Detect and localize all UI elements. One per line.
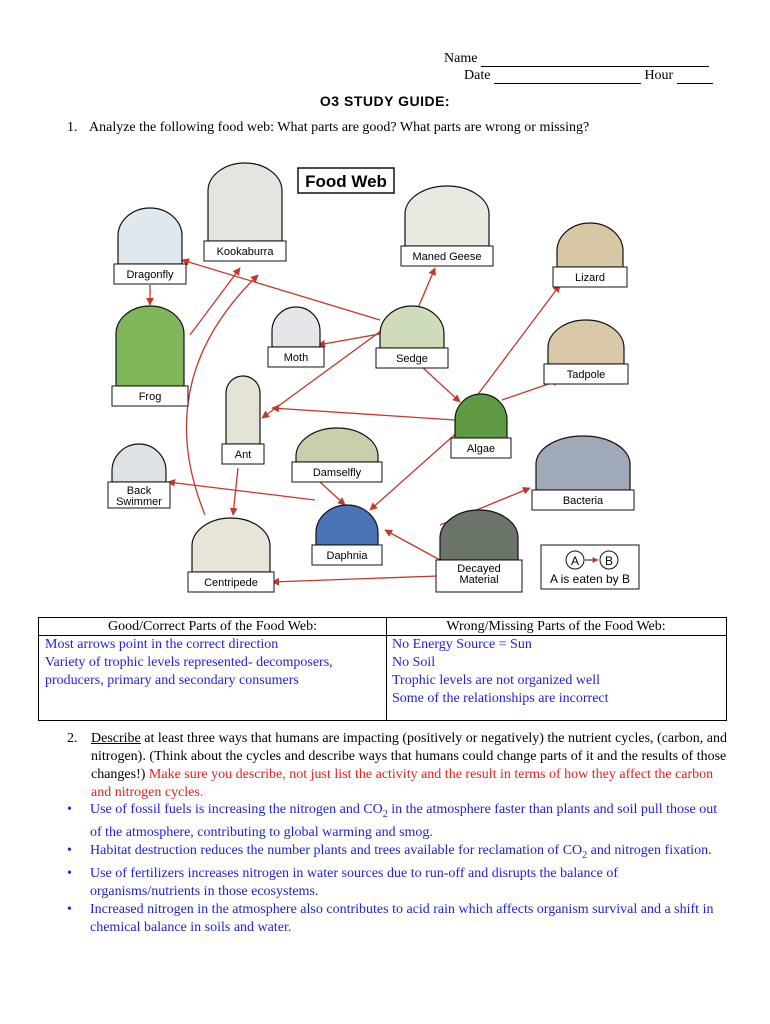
organism-picture xyxy=(557,223,623,267)
good-item-2: Variety of trophic levels represented- decomposers, xyxy=(45,655,333,670)
arrow-algae-ant xyxy=(272,408,455,420)
wrong-header: Wrong/Missing Parts of the Food Web: xyxy=(386,618,726,636)
organism-picture xyxy=(208,163,282,241)
organism-label: Moth xyxy=(283,352,309,364)
organism-card xyxy=(376,306,448,368)
good-column xyxy=(39,618,387,720)
organism-label: Damselfly xyxy=(312,467,362,479)
arrow-sedge-moth xyxy=(318,333,385,345)
question-2 xyxy=(67,730,727,802)
organism-label: Sedge xyxy=(396,353,428,365)
organism-label: Ant xyxy=(234,449,252,461)
organism-label: Maned Geese xyxy=(412,251,482,263)
organism-picture xyxy=(405,186,489,246)
question-2-text: at least three ways that humans are impacting (positively or negatively) the nutrient cycles, (carbon, and nitrogen). (Think about the cycles and describe ways that humans could change parts of it and the results of those changes!) xyxy=(91,731,728,782)
organism-label: Decayed Material xyxy=(457,563,501,586)
organism-card xyxy=(292,428,382,482)
organism-picture xyxy=(316,505,378,545)
organism-picture xyxy=(440,510,518,560)
question-2-number: 2. xyxy=(67,731,78,746)
organism-picture xyxy=(296,428,378,462)
arrow-damselfly-daphnia xyxy=(320,482,345,505)
answer-item-1: • Use of fossil fuels is increasing the nitrogen and $CO_2$ in the atmosphere faster than plants and soil pull those out of the atmosphere, contributing to global warming and smog. xyxy=(67,802,718,840)
organism-card xyxy=(268,307,324,367)
organism-label: Frog xyxy=(138,391,162,403)
question-2-describe: Describe xyxy=(91,731,141,746)
food-web-title-box xyxy=(298,168,394,193)
organism-picture xyxy=(380,306,444,348)
organism-picture xyxy=(548,320,624,364)
organism-label: Centripede xyxy=(204,577,258,589)
organism-card xyxy=(436,510,522,592)
name-label: Name xyxy=(444,51,478,66)
analysis-table xyxy=(38,617,727,721)
organism-picture xyxy=(116,306,184,386)
organism-label: Dragonfly xyxy=(126,269,174,281)
legend-box xyxy=(541,545,639,589)
legend-node-a: A xyxy=(570,554,580,568)
organism-picture xyxy=(536,436,630,490)
organism-card xyxy=(544,320,628,384)
organism-picture xyxy=(272,307,320,347)
organism-card xyxy=(108,444,170,508)
organism-card xyxy=(553,223,627,287)
organism-label: Back Swimmer xyxy=(116,485,162,508)
date-label: Date xyxy=(464,68,491,83)
wrong-item-1: No Energy Source = Sun xyxy=(392,637,532,652)
hour-label: Hour xyxy=(644,68,674,83)
organism-picture xyxy=(455,394,507,438)
arrow-decayed-centripede xyxy=(272,576,438,582)
organism-picture xyxy=(192,518,270,572)
organism-card xyxy=(204,163,286,261)
organism-card xyxy=(188,518,274,592)
arrow-sedge-algae xyxy=(420,365,460,402)
answer-item-3: • Use of fertilizers increases nitrogen in water sources due to run-off and disrupts the balance of organisms/nutrients in those ecosystems. xyxy=(67,865,619,899)
arrow-sedge-geese xyxy=(418,268,435,308)
wrong-column xyxy=(386,618,726,720)
wrong-item-4: Some of the relationships are incorrect xyxy=(392,691,609,706)
answer-list xyxy=(64,801,727,937)
organism-label: Daphnia xyxy=(326,550,368,562)
food-web-title: Food Web xyxy=(305,172,387,191)
organism-label: Lizard xyxy=(575,272,605,284)
organism-card xyxy=(112,306,188,406)
organism-card xyxy=(222,376,264,464)
question-2-instruction: Make sure you describe, not just list the activity and the result in terms of how they affect the carbon and nitrogen cycles. xyxy=(91,767,714,800)
good-header: Good/Correct Parts of the Food Web: xyxy=(39,618,386,636)
organism-picture xyxy=(112,444,166,482)
answer-item-2: • Habitat destruction reduces the number plants and trees available for reclamation of $CO_2$ and nitrogen fixation. xyxy=(67,842,712,861)
organism-card xyxy=(401,186,493,266)
arrow-algae-daphnia xyxy=(370,430,460,510)
wrong-item-2: No Soil xyxy=(392,655,436,670)
organism-picture xyxy=(118,208,182,264)
arrow-decayed-daphnia xyxy=(385,530,440,560)
organism-label: Tadpole xyxy=(566,369,606,381)
arrow-sedge-dragonfly xyxy=(182,260,380,320)
good-item-1: Most arrows point in the correct direction xyxy=(45,637,279,652)
answer-item-4: • Increased nitrogen in the atmosphere also contributes to acid rain which affects organism survival and a shift in chemical balance in soils and water. xyxy=(67,901,714,935)
organism-label: Kookaburra xyxy=(216,246,274,258)
legend-node-b: B xyxy=(604,554,614,568)
wrong-item-3: Trophic levels are not organized well xyxy=(392,673,601,688)
question-1-number: 1. xyxy=(67,120,78,135)
organism-card xyxy=(312,505,382,565)
good-item-3: producers, primary and secondary consumers xyxy=(45,673,299,688)
page-title: O3 STUDY GUIDE: xyxy=(319,93,451,109)
organism-label: Algae xyxy=(466,443,496,455)
organism-card xyxy=(451,394,511,458)
arrow-frog-kookaburra xyxy=(190,268,240,335)
question-1-text: Analyze the following food web: What parts are good? What parts are wrong or missing? xyxy=(89,120,590,135)
legend-caption: A is eaten by B xyxy=(549,572,631,586)
organism-picture xyxy=(226,376,260,444)
arrow-ant-centripede xyxy=(233,468,238,515)
arrow-algae-lizard xyxy=(470,285,560,405)
arrow-daphnia-backswimmer xyxy=(168,482,315,500)
organism-label: Bacteria xyxy=(562,495,604,507)
organism-card xyxy=(114,208,186,284)
organism-card xyxy=(532,436,634,510)
